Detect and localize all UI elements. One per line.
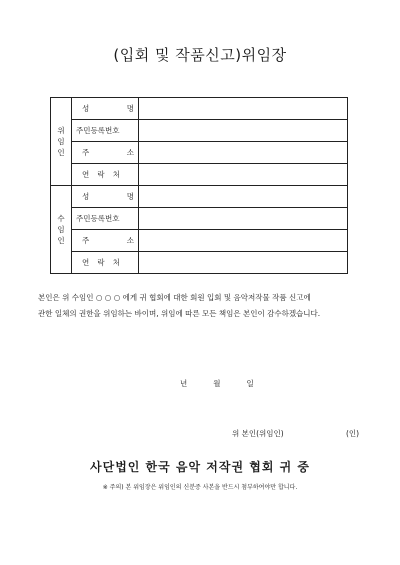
delegator-name-label-cell — [72, 98, 139, 120]
delegation-form-table — [50, 97, 348, 274]
date-line — [180, 378, 254, 389]
delegator-group-cell — [51, 98, 72, 186]
delegate-address-row — [51, 230, 348, 252]
signature-label: 위 본인(위임인) — [232, 429, 284, 438]
date-month-label: 월 — [213, 379, 221, 388]
delegator-address-label: 주 소 — [82, 148, 134, 157]
delegate-address-field[interactable] — [139, 230, 348, 252]
delegate-group-label: 수임인 — [57, 214, 65, 245]
delegator-id-label: 주민등록번호 — [72, 120, 139, 142]
delegator-address-row — [51, 142, 348, 164]
delegate-contact-label-cell — [72, 252, 139, 274]
delegate-id-label: 주민등록번호 — [72, 208, 139, 230]
delegate-name-label: 성 명 — [82, 192, 134, 201]
delegator-contact-field[interactable] — [139, 164, 348, 186]
delegate-contact-row — [51, 252, 348, 274]
delegator-address-field[interactable] — [139, 142, 348, 164]
delegation-statement — [38, 290, 368, 322]
delegator-address-label-cell — [72, 142, 139, 164]
delegator-name-row — [51, 98, 348, 120]
delegate-id-row — [51, 208, 348, 230]
delegator-id-field[interactable] — [139, 120, 348, 142]
delegator-group-label: 위임인 — [57, 126, 65, 157]
addressee: 사단법인 한국 음악 저작권 협회 귀 중 — [90, 460, 310, 474]
delegator-name-field[interactable] — [139, 98, 348, 120]
delegate-name-field[interactable] — [139, 186, 348, 208]
delegator-contact-label-cell — [72, 164, 139, 186]
delegator-contact-row — [51, 164, 348, 186]
delegate-name-label-cell — [72, 186, 139, 208]
delegate-contact-label: 연 락 처 — [82, 258, 120, 267]
delegate-name-row — [51, 186, 348, 208]
delegator-name-label: 성 명 — [82, 104, 134, 113]
delegator-id-row — [51, 120, 348, 142]
delegate-address-label: 주 소 — [82, 236, 134, 245]
delegator-contact-label: 연 락 처 — [82, 170, 120, 179]
delegate-address-label-cell — [72, 230, 139, 252]
delegate-id-field[interactable] — [139, 208, 348, 230]
statement-line-1: 본인은 위 수임인 ○ ○ ○ 에게 귀 협회에 대한 회원 입회 및 음악저작물 작품 신고에 — [38, 293, 311, 302]
delegate-group-cell — [51, 186, 72, 274]
date-day-label: 일 — [246, 379, 254, 388]
seal-mark: (인) — [346, 429, 360, 438]
date-year-label: 년 — [180, 379, 188, 388]
delegate-contact-field[interactable] — [139, 252, 348, 274]
statement-line-2: 관한 일체의 권한을 위임하는 바이며, 위임에 따른 모든 책임은 본인이 감수하겠습니다. — [38, 309, 321, 318]
attachment-note: ※ 주의) 본 위임장은 위임인의 신분증 사본을 반드시 첨부하여야만 합니다. — [102, 484, 298, 491]
document-title: (입회 및 작품신고)위임장 — [113, 46, 287, 64]
